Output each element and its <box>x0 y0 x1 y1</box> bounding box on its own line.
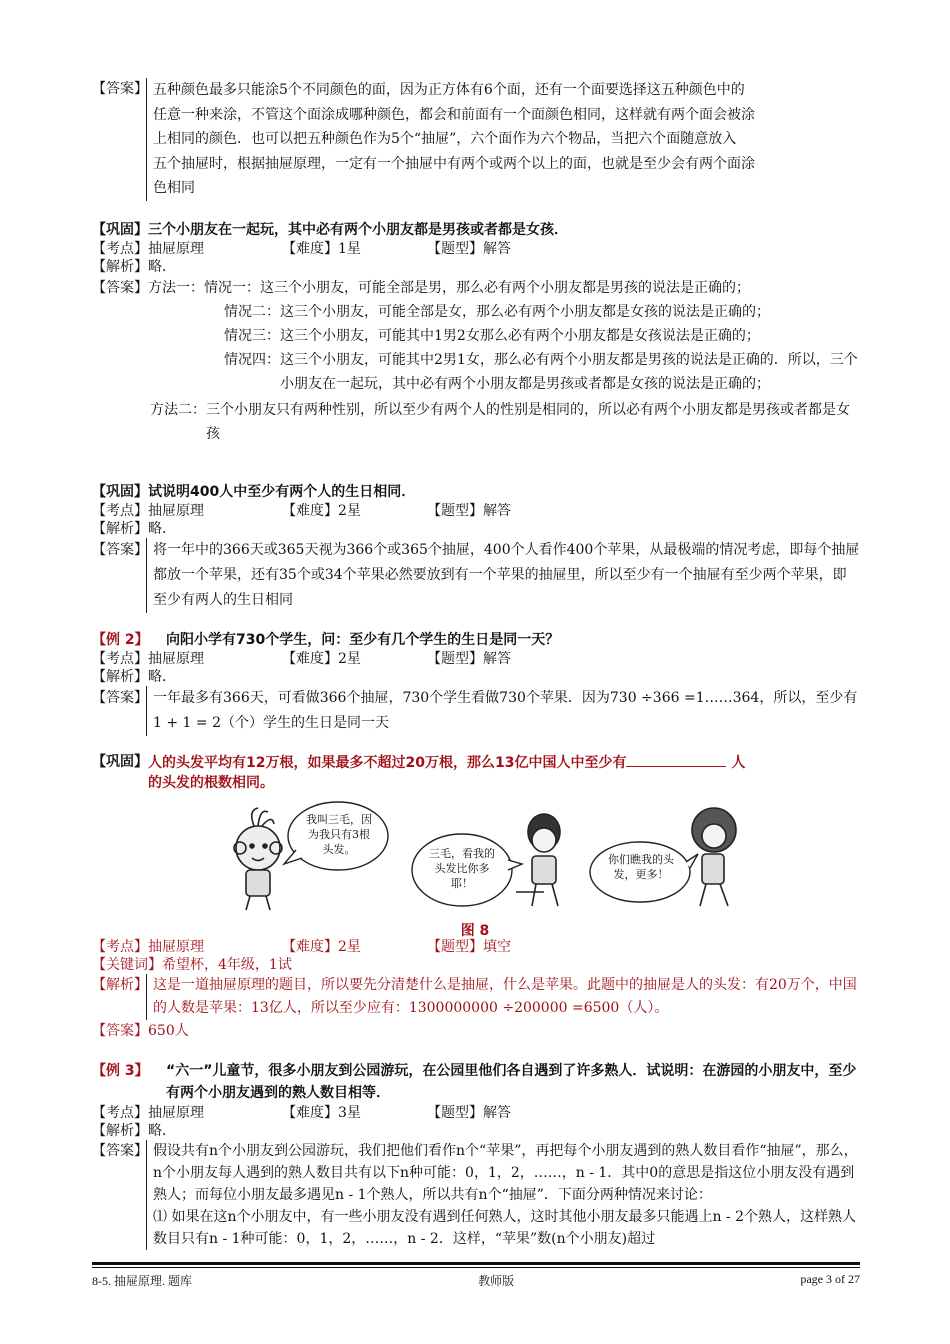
speech-bubble-2 <box>412 834 522 906</box>
method-one-label: 方法一： <box>148 280 204 296</box>
kaodian: 【考点】抽屉原理 <box>92 1105 204 1121</box>
answer-text: 假设共有n个小朋友到公园游玩，我们把他们看作n个“苹果”，再把每个小朋友遇到的熟人数目看作“抽屉”，那么，n个小朋友每人遇到的熟人数目共有以下n种可能：0，1，2，……，n - 1．其中0的意思是指这位小朋友没有遇到熟人；而每位小朋友最多遇见n - 1个熟人，所以共有n个“抽屉”．下面分两种情况来讨论： <box>153 1143 858 1203</box>
answer-text: 一年最多有366天，可看做366个抽屉，730个学生看做730个苹果．因为730 ÷366 =1……364，所以，至少有1 + 1 = 2（个）学生的生日是同一天 <box>146 686 860 736</box>
problem-question: 试说明400人中至少有两个人的生日相同． <box>148 484 416 500</box>
case-one-label: 情况一： <box>204 280 260 296</box>
answer-blank <box>626 752 726 767</box>
sanmao-figure <box>234 808 282 910</box>
question-part-c: 的头发的根数相同。 <box>148 775 274 791</box>
jiexi: 【解析】略． <box>92 259 176 275</box>
footer-edition: 教师版 <box>478 1274 515 1288</box>
problem-consolidate-3 <box>92 752 860 793</box>
answer-line: 五个抽屉时，根据抽屉原理，一定有一个抽屉中有两个或两个以上的面，也就是至少会有两个面涂 <box>153 155 755 172</box>
tixing: 【题型】解答 <box>427 503 511 519</box>
page-footer <box>92 1272 860 1289</box>
question-part-b: 人 <box>731 755 746 771</box>
kaodian: 【考点】抽屉原理 <box>92 503 204 519</box>
method-two-label: 方法二： <box>150 402 206 418</box>
keywords: 【关键词】希望杯，4年级，1试 <box>92 957 292 973</box>
footer-rule-thick <box>92 1262 860 1265</box>
speech-bubble-3 <box>590 842 698 902</box>
tixing: 【题型】解答 <box>427 241 511 257</box>
kaodian: 【考点】抽屉原理 <box>92 939 204 955</box>
case-two-label: 情况二： <box>224 304 280 320</box>
example-label: 【例 3】 <box>92 1063 149 1079</box>
problem-consolidate-2 <box>92 482 860 613</box>
jiexi: 【解析】略． <box>92 1123 176 1139</box>
case-two-text: 这三个小朋友，可能全部是女，那么必有两个小朋友都是女孩的说法是正确的； <box>280 304 770 320</box>
jiexi-text: 这是一道抽屉原理的题目，所以要先分清楚什么是抽屉，什么是苹果。此题中的抽屉是人的头发：有20万个，中国的人数是苹果：13亿人，所以至少应有：1300000000 ÷200000 =6500（人）。 <box>146 974 860 1020</box>
jiexi-label: 【解析】 <box>92 977 148 993</box>
jiexi: 【解析】略． <box>92 521 176 537</box>
speech-bubble-1 <box>284 802 388 870</box>
answer-label: 【答案】 <box>92 81 148 97</box>
answer-line: 色相同 <box>153 180 195 196</box>
answer-label: 【答案】 <box>92 1143 148 1159</box>
figure-caption: 图 8 <box>460 923 490 939</box>
nandu: 【难度】1星 <box>282 241 361 257</box>
case-one-text: 这三个小朋友，可能全部是男，那么必有两个小朋友都是男孩的说法是正确的； <box>260 280 750 296</box>
footer-title: 8-5. 抽屉原理. 题库 <box>92 1274 192 1288</box>
answer-label: 【答案】 <box>92 542 148 558</box>
tixing: 【题型】解答 <box>427 1105 511 1121</box>
problem-label: 【巩固】 <box>92 484 148 500</box>
nandu: 【难度】2星 <box>282 939 361 955</box>
bubble-1-text: 我叫三毛，因为我只有3根头发。 <box>306 813 372 856</box>
problem-consolidate-1 <box>92 220 860 446</box>
tixing: 【题型】解答 <box>427 651 511 667</box>
boy-figure <box>516 814 560 906</box>
problem-question: 向阳小学有730个学生，问：至少有几个学生的生日是同一天？ <box>166 632 560 648</box>
answer-label: 【答案】 <box>92 280 148 296</box>
case-four-label: 情况四： <box>224 352 280 368</box>
answer-line: 上相同的颜色．也可以把五种颜色作为5个“抽屉”，六个面作为六个物品，当把六个面随意放入 <box>153 131 737 147</box>
question-part-a: 人的头发平均有12万根，如果最多不超过20万根，那么13亿中国人中至少有 <box>148 755 627 771</box>
nandu: 【难度】2星 <box>282 651 361 667</box>
case-four-text: 这三个小朋友，可能其中2男1女，那么必有两个小朋友都是男孩的说法是正确的．所以，三个小朋友在一起玩，其中必有两个小朋友都是男孩或者都是女孩的说法是正确的； <box>280 352 858 392</box>
problem-question: “六一”儿童节，很多小朋友到公园游玩，在公园里他们各自遇到了许多熟人．试说明：在游园的小朋友中，至少有两个小朋友遇到的熟人数目相等． <box>166 1063 857 1101</box>
answer-block-0 <box>92 78 860 201</box>
nandu: 【难度】2星 <box>282 503 361 519</box>
problem-question: 三个小朋友在一起玩，其中必有两个小朋友都是男孩或者都是女孩． <box>148 222 568 238</box>
kaodian: 【考点】抽屉原理 <box>92 651 204 667</box>
example-2 <box>92 630 860 736</box>
example-label: 【例 2】 <box>92 632 149 648</box>
nandu: 【难度】3星 <box>282 1105 361 1121</box>
case-three-text: 这三个小朋友，可能其中1男2女那么必有两个小朋友都是女孩说法是正确的； <box>280 328 760 344</box>
cartoon-illustration <box>210 800 740 920</box>
jiexi: 【解析】略． <box>92 669 176 685</box>
example-3 <box>92 1060 860 1250</box>
footer-rule-thin <box>92 1267 860 1268</box>
problem-consolidate-3-meta <box>92 938 860 1042</box>
problem-label: 【巩固】 <box>92 754 148 770</box>
page-number: page 3 of 27 <box>800 1272 860 1286</box>
method-two-text: 三个小朋友只有两种性别，所以至少有两个人的性别是相同的，所以必有两个小朋友都是男孩或者都是女孩 <box>206 402 850 442</box>
kaodian: 【考点】抽屉原理 <box>92 241 204 257</box>
case-three-label: 情况三： <box>224 328 280 344</box>
case-one-text: ⑴ 如果在这n个小朋友中，有一些小朋友没有遇到任何熟人，这时其他小朋友最多只能遇上n - 2个熟人，这样熟人数目只有n - 1种可能：0，1，2，……，n - 2．这样，“苹果”数(n个小朋友)超过 <box>153 1209 857 1247</box>
problem-label: 【巩固】 <box>92 222 148 238</box>
bubble-3-text: 你们瞧我的头发，更多！ <box>608 853 674 881</box>
answer-line: 五种颜色最多只能涂5个不同颜色的面，因为正方体有6个面，还有一个面要选择这五种颜色中的 <box>153 82 745 98</box>
answer-text: 将一年中的366天或365天视为366个或365个抽屉，400个人看作400个苹果，从最极端的情况考虑，即每个抽屉都放一个苹果，还有35个或34个苹果必然要放到有一个苹果的抽屉里，所以至少有一个抽屉有至少两个苹果，即至少有两人的生日相同 <box>146 538 860 613</box>
tixing: 【题型】填空 <box>427 939 511 955</box>
answer-text: 【答案】650人 <box>92 1023 189 1039</box>
curly-hair-figure <box>692 808 736 906</box>
bubble-2-text: 三毛，看我的头发比你多耶！ <box>429 847 495 890</box>
answer-label: 【答案】 <box>92 690 148 706</box>
answer-line: 任意一种来涂，不管这个面涂成哪种颜色，都会和前面有一个面颜色相同，这样就有两个面会被涂 <box>153 106 755 123</box>
